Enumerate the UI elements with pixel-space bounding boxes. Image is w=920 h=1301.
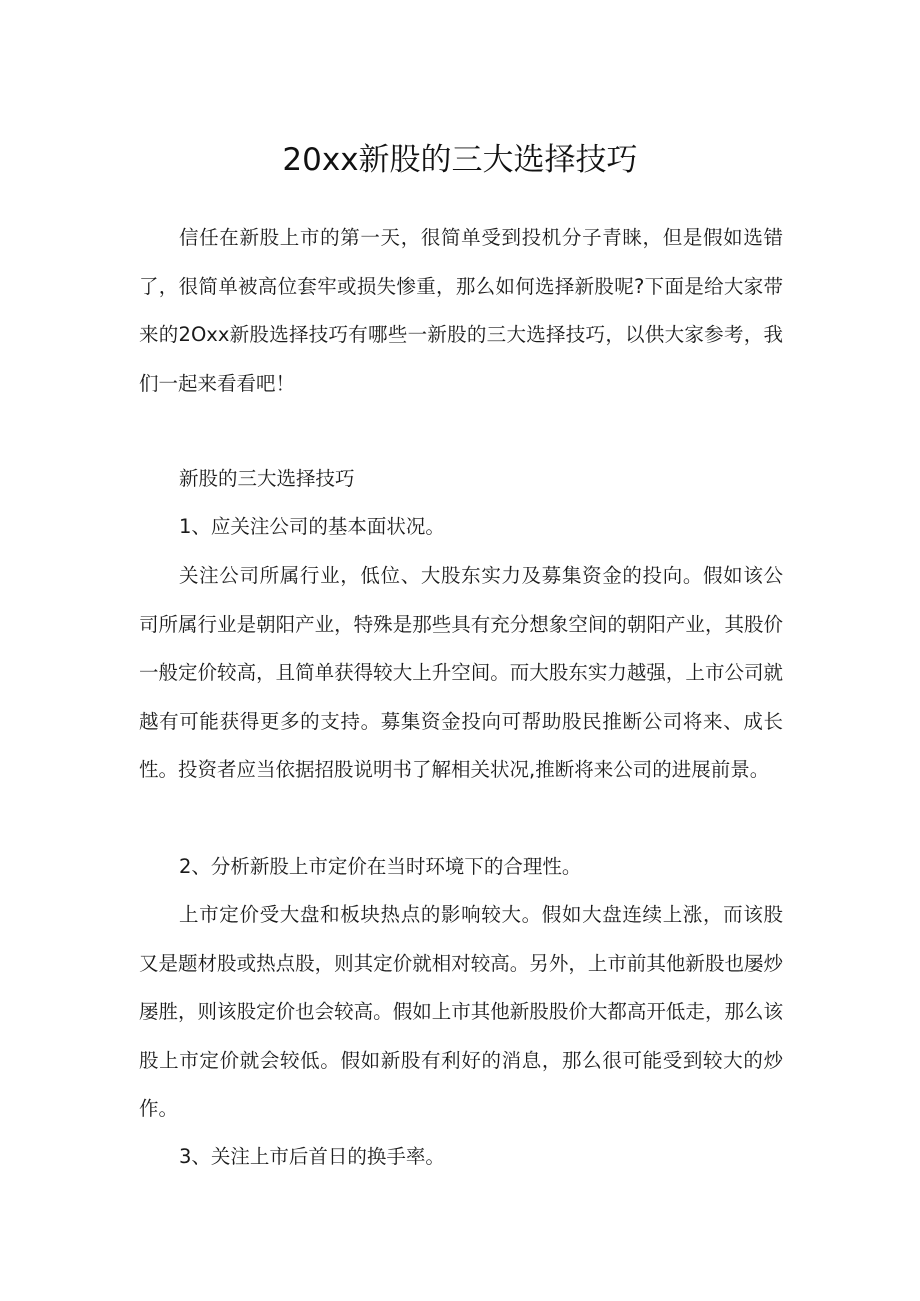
section-subtitle: 新股的三大选择技巧	[179, 467, 355, 490]
section-2-body: 上市定价受大盘和板块热点的影响较大。假如大盘连续上涨，而该股又是题材股或热点股，则其定价就相对较高。另外，上市前其他新股也屡炒屡胜，则该股定价也会较高。假如上市其他新股股价大都高开低走，那么该股上市定价就会较低。假如新股有利好的消息，那么很可能受到较大的炒作。	[139, 903, 783, 1120]
section-1-heading: 1、应关注公司的基本面状况。	[179, 515, 445, 538]
intro-paragraph: 信任在新股上市的第一天，很简单受到投机分子青睐，但是假如选错了，很简单被高位套牢或损失惨重，那么如何选择新股呢?下面是给大家带来的2Oxx新股选择技巧有哪些一新股的三大选择技巧，以供大家参考，我们一起来看看吧！	[139, 226, 783, 395]
document-title: 20xx新股的三大选择技巧	[282, 142, 638, 178]
section-2-heading: 2、分析新股上市定价在当时环境下的合理性。	[179, 855, 582, 878]
section-3-heading: 3、关注上市后首日的换手率。	[179, 1145, 445, 1168]
section-1-body: 关注公司所属行业，低位、大股东实力及募集资金的投向。假如该公司所属行业是朝阳产业，特殊是那些具有充分想象空间的朝阳产业，其股价一般定价较高，且简单获得较大上升空间。而大股东实力越强，上市公司就越有可能获得更多的支持。募集资金投向可帮助股民推断公司将来、成长性。投资者应当依据招股说明书了解相关状况,推断将来公司的进展前景。	[139, 564, 783, 781]
